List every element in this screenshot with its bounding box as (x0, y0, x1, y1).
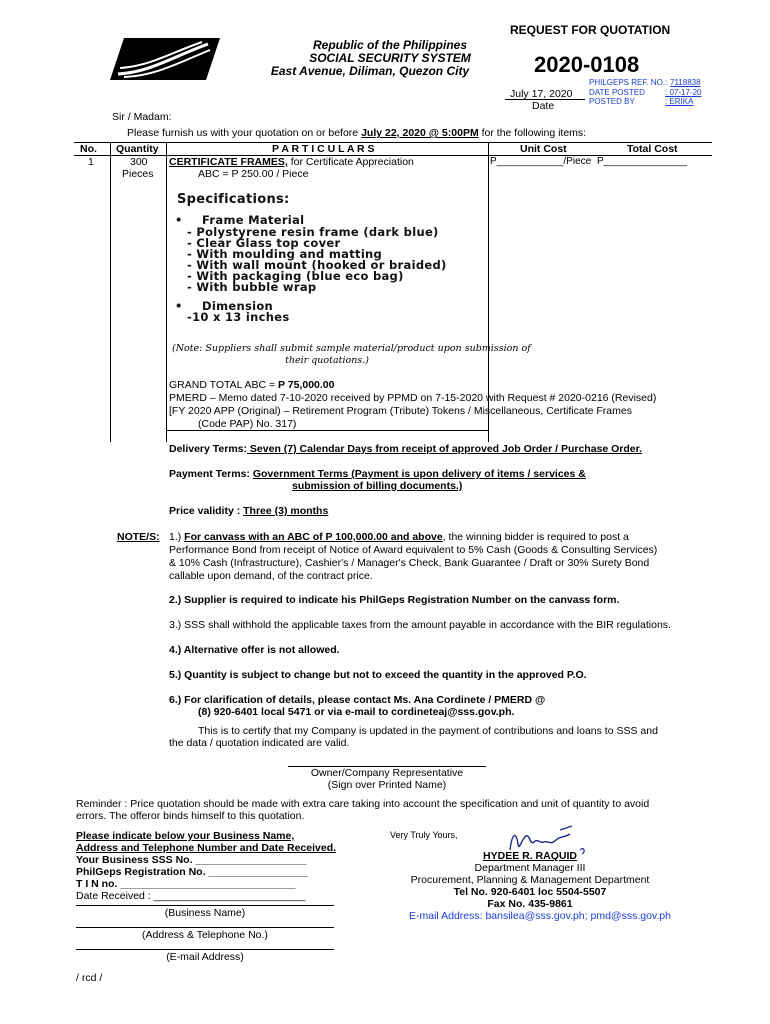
intro-deadline: July 22, 2020 @ 5:00PM (361, 127, 479, 139)
spec-group1-bullet: • (175, 213, 183, 227)
note-1-line3: & 10% Cash (Infrastructure), Cashier's / Manager's Check, Bank Guarantee / Draft or 30% Surety Bond (169, 557, 650, 569)
intro-before: Please furnish us with your quotation on or before (127, 127, 362, 139)
certify-line2: the data / quotation indicated are valid. (169, 737, 350, 749)
note-1-rest: , the winning bidder is required to post a (442, 531, 629, 543)
th-no: No. (80, 143, 97, 155)
note-1-line2: Performance Bond from receipt of Notice of Award equivalent to 5% Cash (Goods & Consulting Services) (169, 544, 658, 556)
note-5: 5.) Quantity is subject to change but not to exceed the quantity in the approved P.O. (169, 669, 587, 681)
th-particulars: P A R T I C U L A R S (272, 143, 375, 155)
payment-terms (169, 468, 586, 480)
business-title-line1: Please indicate below your Business Name, (76, 830, 295, 842)
spec-group1-item: - With wall mount (hooked or braided) (187, 258, 447, 272)
agency-line2: SOCIAL SECURITY SYSTEM (309, 51, 471, 65)
rfq-title: REQUEST FOR QUOTATION (510, 23, 671, 37)
reminder-line2: errors. The offeror binds himself to this quotation. (76, 810, 305, 822)
row-qty: 300 (130, 156, 148, 168)
business-title-line2: Address and Telephone Number and Date Received. (76, 842, 337, 854)
spec-note-line2: their quotations.) (285, 355, 369, 366)
philgeps-ref-label: PHILGEPS REF. NO.: (589, 78, 668, 87)
signatory-fax: Fax No. 435-9861 (487, 898, 573, 910)
notes-label: NOTE/S: (117, 531, 160, 543)
note-2: 2.) Supplier is required to indicate his PhilGeps Registration Number on the canvass form. (169, 594, 620, 606)
business-email-line[interactable] (76, 949, 334, 950)
date-posted-label: DATE POSTED (589, 88, 645, 97)
item-name: CERTIFICATE FRAMES, (169, 156, 288, 168)
business-address-label: (Address & Telephone No.) (142, 929, 268, 941)
payment-line2: submission of billing documents.) (292, 480, 463, 492)
representative-line2: (Sign over Printed Name) (327, 779, 447, 791)
agency-line3: East Avenue, Diliman, Quezon City (270, 64, 470, 78)
th-total-cost: Total Cost (627, 143, 678, 155)
note-1-bold: For canvass with an ABC of P 100,000.00 and above (184, 531, 443, 543)
spec-group1-item: - With bubble wrap (187, 280, 317, 294)
note-1-prefix: 1.) (169, 531, 185, 543)
table-vrule-2 (166, 142, 167, 442)
row-unit: Pieces (122, 168, 154, 180)
row-item (169, 156, 414, 168)
signatory-email[interactable]: E-mail Address: bansilea@sss.gov.ph; pmd@sss.gov.ph (409, 910, 671, 922)
price-validity (169, 505, 328, 517)
th-quantity: Quantity (116, 143, 159, 155)
note-6-line1: 6.) For clarification of details, please contact Ms. Ana Cordinete / PMERD @ (169, 694, 546, 706)
delivery-label: Delivery Terms: (169, 443, 248, 455)
spec-group2-value: -10 x 13 inches (187, 310, 290, 324)
note-4: 4.) Alternative offer is not allowed. (169, 644, 340, 656)
business-tin[interactable]: T I N no. ______________________________ (76, 878, 296, 890)
spec-group1-item: - With packaging (blue eco bag) (187, 269, 404, 283)
spec-title: Specifications: (177, 192, 290, 207)
memo-line: [FY 2020 APP (Original) – Retirement Program (Tribute) Tokens / Miscellaneous, Certificate Frames (169, 405, 632, 417)
note-1 (169, 531, 629, 543)
table-top-rule (74, 142, 712, 143)
spec-group1-item: - Clear Glass top cover (187, 236, 341, 250)
rfq-number: 2020-0108 (534, 52, 640, 77)
note-6-line2: (8) 920-6401 local 5471 or via e-mail to cordineteaj@sss.gov.ph. (198, 706, 515, 718)
representative-line1: Owner/Company Representative (310, 767, 464, 779)
grand-total (169, 379, 334, 391)
item-desc: for Certificate Appreciation (287, 156, 414, 168)
signatory-department: Procurement, Planning & Management Department (410, 874, 650, 886)
business-date-received[interactable]: Date Received : __________________________ (76, 890, 306, 902)
signatory-name: HYDEE R. RAQUID (483, 850, 577, 862)
business-address-line[interactable] (76, 927, 334, 928)
business-philgeps[interactable]: PhilGeps Registration No. _________________ (76, 866, 308, 878)
salutation: Sir / Madam: (112, 111, 172, 123)
grand-total-label: GRAND TOTAL ABC = (169, 379, 279, 391)
signatory-tel: Tel No. 920-6401 loc 5504-5507 (453, 886, 607, 898)
business-name-line[interactable] (76, 905, 334, 906)
spec-group1-item: - With moulding and matting (187, 247, 383, 261)
closing: Very Truly Yours, (390, 830, 458, 840)
date-value: July 17, 2020 (510, 88, 573, 100)
memo-line: PMERD – Memo dated 7-10-2020 received by PPMD on 7-15-2020 with Request # 2020-0216 (Revised) (169, 392, 657, 404)
note-3: 3.) SSS shall withhold the applicable taxes from the amount payable in accordance with the BIR regulations. (169, 619, 671, 631)
total-cost-field[interactable]: P_______________ (597, 156, 688, 167)
intro-after: for the following items: (478, 127, 587, 139)
philgeps-ref-value: 7118838 (670, 78, 701, 87)
spec-group2-title: Dimension (202, 299, 274, 313)
spec-note-line1: (Note: Suppliers shall submit sample material/product upon submission of (172, 343, 531, 354)
validity-label: Price validity : (169, 505, 244, 517)
payment-label: Payment Terms: (169, 468, 253, 480)
memo-line: (Code PAP) No. 317) (198, 418, 297, 430)
certify-line1: This is to certify that my Company is updated in the payment of contributions and loans to SSS and (198, 725, 658, 737)
delivery-terms (169, 443, 642, 455)
date-posted-value: : 07-17-20 (665, 88, 702, 97)
footer-code: / rcd / (76, 972, 103, 984)
signatory-title: Department Manager III (474, 862, 586, 874)
payment-line1: Government Terms (Payment is upon delivery of items / services & (252, 468, 586, 480)
sss-logo (110, 38, 220, 80)
agency-line1: Republic of the Philippines (312, 38, 467, 52)
grand-total-value: P 75,000.00 (278, 379, 335, 391)
posted-by-value: : ERIKA (665, 97, 694, 106)
business-email-label: (E-mail Address) (166, 951, 244, 963)
row-no: 1 (88, 156, 94, 168)
table-vrule-1 (110, 142, 111, 442)
delivery-value: Seven (7) Calendar Days from receipt of approved Job Order / Purchase Order. (247, 443, 643, 455)
posted-by-label: POSTED BY (589, 97, 635, 106)
date-label: Date (532, 100, 555, 112)
spec-group1-item: - Polystyrene resin frame (dark blue) (187, 225, 439, 239)
business-sss-no[interactable]: Your Business SSS No. ___________________ (76, 854, 307, 866)
row-abc: ABC = P 250.00 / Piece (198, 168, 309, 180)
business-name-label: (Business Name) (164, 907, 246, 919)
note-1-line4: callable upon demand, of the contract price. (169, 570, 373, 582)
intro-text (127, 127, 586, 139)
table-bottom-rule (166, 430, 488, 431)
reminder-line1: Reminder : Price quotation should be made with extra care taking into account the specification and unit of quantity to avoid (76, 798, 650, 810)
th-unit-cost: Unit Cost (520, 143, 567, 155)
spec-group1-title: Frame Material (202, 213, 305, 227)
validity-value: Three (3) months (243, 505, 329, 517)
unit-cost-field[interactable]: P____________/Piece (490, 156, 592, 167)
spec-group2-bullet: • (175, 299, 183, 313)
